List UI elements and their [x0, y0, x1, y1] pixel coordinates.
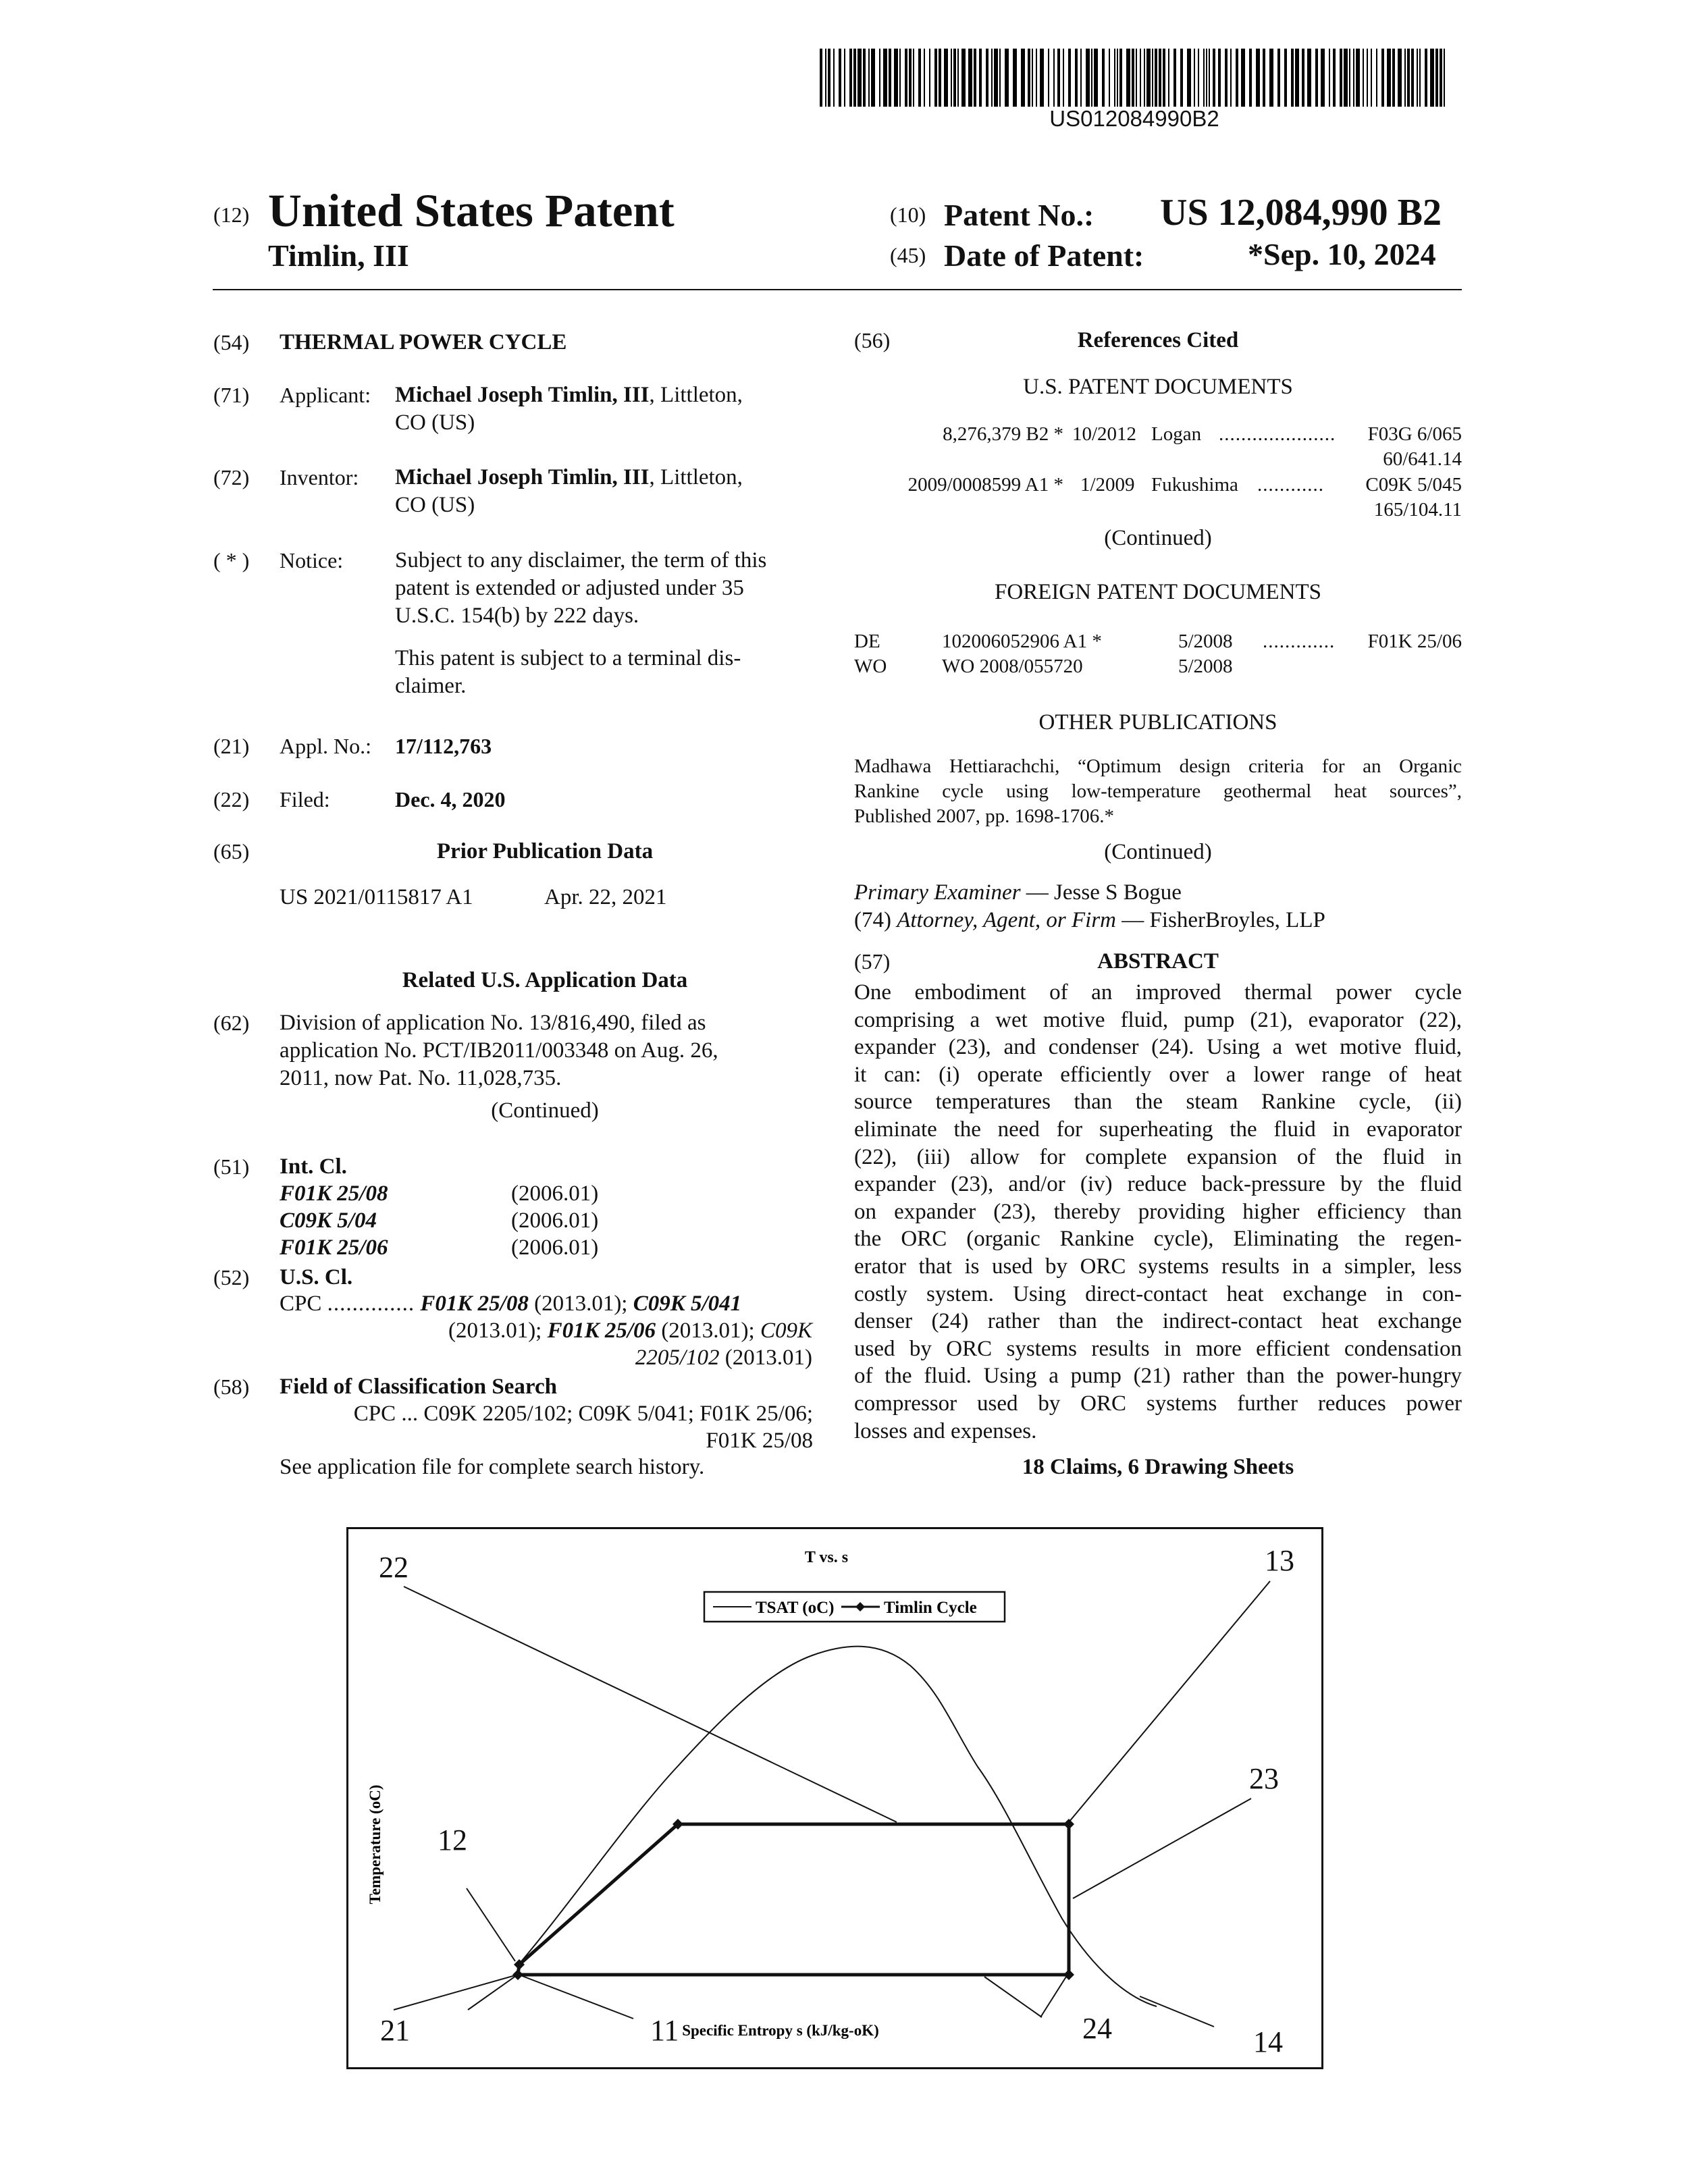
barcode-bar — [1367, 49, 1368, 107]
abstract-line: erator that is used by ORC systems results in a simpler, less — [854, 1254, 1462, 1279]
barcode-bar — [944, 49, 948, 107]
us-cl-line-2 — [395, 1317, 812, 1345]
notice-line: patent is extended or adjusted under 35 — [395, 576, 744, 600]
barcode-bar — [979, 49, 982, 107]
t-s-diagram — [346, 1527, 1323, 2069]
barcode-bar — [1419, 49, 1421, 107]
barcode-bar — [1381, 49, 1384, 107]
barcode-bar — [1126, 49, 1130, 107]
abstract-line: of the fluid. Using a pump (21) rather than the power-hungry — [854, 1364, 1462, 1389]
x-axis-label: Specific Entropy s (kJ/kg-oK) — [682, 2022, 879, 2039]
barcode-bar — [1036, 49, 1037, 107]
us-cl-dots: .............. — [327, 1291, 415, 1316]
barcode-bar — [849, 49, 852, 107]
ref-patent-number: 8,276,379 B2 * — [943, 423, 1063, 445]
us-cl-version: (2013.01); — [656, 1319, 760, 1343]
ref-numeral-21: 21 — [380, 2014, 410, 2047]
ref-class: C09K 5/045 — [1365, 474, 1462, 496]
abstract-line: source temperatures than the steam Rankine cycle, (ii) — [854, 1090, 1462, 1115]
division-continued: (Continued) — [491, 1098, 599, 1123]
leader-24b — [1040, 1977, 1066, 2017]
int-cl-class: C09K 5/04 — [280, 1208, 377, 1233]
us-cl-line-3 — [395, 1344, 812, 1372]
barcode-bar — [1146, 49, 1151, 107]
barcode-bar — [1363, 49, 1364, 107]
barcode-bar — [986, 49, 988, 107]
barcode-bar — [1398, 49, 1402, 107]
barcode-bar — [934, 49, 937, 107]
barcode-bar — [1163, 49, 1165, 107]
ref-numeral-24: 24 — [1082, 2012, 1112, 2045]
barcode-bar — [1333, 49, 1336, 107]
barcode-bar — [974, 49, 976, 107]
primary-examiner-name: — Jesse S Bogue — [1020, 880, 1182, 905]
barcode-bar — [1109, 49, 1110, 107]
abstract-line: on expander (23), thereby providing higher efficiency than — [854, 1199, 1462, 1224]
division-line: 2011, now Pat. No. 11,028,735. — [280, 1066, 562, 1090]
abstract-line: expander (23), and/or (iv) reduce back-pressure by the fluid — [854, 1172, 1462, 1197]
barcode-bar — [1340, 49, 1342, 107]
barcode-bar — [1344, 49, 1348, 107]
barcode-bar — [924, 49, 925, 107]
prior-publication-number: US 2021/0115817 A1 — [280, 885, 473, 909]
date-of-patent-label: Date of Patent: — [944, 238, 1144, 273]
legend-cycle-label: Timlin Cycle — [884, 1599, 977, 1617]
barcode-bar — [1187, 49, 1191, 107]
barcode-number: US012084990B2 — [1049, 106, 1219, 131]
barcode-bar — [1136, 49, 1137, 107]
barcode-bar — [1068, 49, 1071, 107]
foreign-documents-heading: FOREIGN PATENT DOCUMENTS — [994, 580, 1322, 604]
legend-saturation-label: TSAT (oC) — [756, 1599, 835, 1617]
barcode-bar — [1263, 49, 1265, 107]
barcode-bar — [1206, 49, 1207, 107]
leader-14 — [1140, 1996, 1214, 2027]
header-divider — [213, 289, 1462, 290]
inid-code-58: (58) — [213, 1375, 250, 1399]
barcode-bar — [1302, 49, 1304, 107]
barcode-bar — [1307, 49, 1311, 107]
barcode-bar — [883, 49, 887, 107]
barcode-bar — [868, 49, 870, 107]
barcode-bar — [1021, 49, 1025, 107]
barcode-bar — [1236, 49, 1238, 107]
barcode-bar — [1435, 49, 1438, 107]
barcode-bar — [939, 49, 941, 107]
barcode-bar — [1057, 49, 1060, 107]
ref-numeral-14: 14 — [1253, 2025, 1283, 2058]
us-cl-version: (2013.01) — [719, 1346, 812, 1370]
abstract-line: (22), (iii) allow for complete expansion of the fluid in — [854, 1144, 1462, 1169]
ref-date: 1/2009 — [1080, 474, 1135, 496]
barcode-bar — [1430, 49, 1434, 107]
barcode-bar — [1152, 49, 1153, 107]
us-cl-cpc: CPC — [280, 1291, 322, 1316]
applicant-city: , Littleton, — [649, 383, 743, 407]
attorney-line — [854, 907, 1325, 934]
other-publication-text — [854, 754, 1462, 829]
us-cl-class: F01K 25/06 — [547, 1319, 656, 1343]
field-search-note: See application file for complete search history. — [280, 1455, 705, 1479]
barcode-bar — [853, 49, 856, 107]
ref-numeral-23: 23 — [1249, 1762, 1279, 1795]
barcode-bar — [1329, 49, 1330, 107]
barcode-bar — [1075, 49, 1078, 107]
field-search-line: CPC ... C09K 2205/102; C09K 5/041; F01K 25/06; — [353, 1402, 813, 1426]
legend-cycle-marker — [855, 1602, 865, 1612]
barcode-bar — [1209, 49, 1210, 107]
state-marker — [512, 1969, 523, 1980]
notice-text — [395, 547, 814, 700]
claims-summary: 18 Claims, 6 Drawing Sheets — [1022, 1455, 1294, 1479]
inid-code-62: (62) — [213, 1011, 250, 1035]
barcode-bar — [1249, 49, 1252, 107]
barcode-bar — [1048, 49, 1049, 107]
barcode-bar — [1387, 49, 1391, 107]
leader-11a — [468, 1975, 517, 2010]
notice-label: Notice: — [280, 548, 344, 572]
barcode-bar — [833, 49, 835, 107]
barcode-bar — [905, 49, 907, 107]
barcode-bar — [1144, 49, 1145, 107]
barcode-bar — [1053, 49, 1055, 107]
other-publications-continued: (Continued) — [1104, 840, 1212, 864]
barcode-bar — [1117, 49, 1118, 107]
inid-code-10: (10) — [890, 203, 926, 227]
inid-code-71: (71) — [213, 383, 250, 407]
barcode-bar — [909, 49, 912, 107]
ref-date: 10/2012 — [1072, 423, 1137, 445]
abstract-line: costly system. Using direct-contact heat exchange in con- — [854, 1281, 1462, 1306]
int-cl-class: F01K 25/06 — [280, 1235, 388, 1260]
barcode-bar — [1404, 49, 1406, 107]
ref-patent-number: 2009/0008599 A1 * — [907, 474, 1063, 496]
foreign-country: WO — [854, 656, 887, 677]
barcode-bar — [929, 49, 930, 107]
barcode-bar — [1173, 49, 1176, 107]
barcode-bar — [844, 49, 845, 107]
barcode-bar — [1140, 49, 1141, 107]
inid-code-74: (74) — [854, 908, 891, 932]
timlin-cycle — [518, 1824, 1069, 1975]
abstract-line: denser (24) rather than the indirect-contact heat exchange — [854, 1309, 1462, 1334]
inid-code-72: (72) — [213, 465, 250, 489]
applicant-country: CO (US) — [395, 410, 475, 435]
leader-13 — [1069, 1581, 1270, 1822]
barcode-bar — [1230, 49, 1232, 107]
ref-numeral-22: 22 — [379, 1551, 408, 1584]
us-cl-line-1 — [280, 1290, 813, 1318]
leader-11b — [521, 1975, 633, 2019]
leader-12 — [467, 1888, 515, 1961]
leader-23 — [1073, 1799, 1251, 1898]
notice-line: This patent is subject to a terminal dis- — [395, 646, 741, 670]
applicant-label: Applicant: — [280, 383, 371, 407]
ref-class-secondary: 165/104.11 — [1373, 499, 1462, 521]
other-publication-line: Published 2007, pp. 1698-1706.* — [854, 805, 1115, 827]
us-cl-heading: U.S. Cl. — [280, 1265, 353, 1289]
barcode-bar — [820, 49, 822, 107]
barcode-bar — [1159, 49, 1161, 107]
barcode-bar — [1168, 49, 1169, 107]
y-axis-label: Temperature (oC) — [367, 1784, 384, 1905]
inid-code-52: (52) — [213, 1265, 250, 1289]
int-cl-version: (2006.01) — [511, 1181, 599, 1206]
barcode-bar — [1321, 49, 1325, 107]
barcode-bar — [1091, 49, 1092, 107]
abstract-body — [854, 979, 1462, 1445]
division-text — [280, 1009, 810, 1092]
us-documents-heading: U.S. PATENT DOCUMENTS — [1023, 375, 1293, 399]
other-publication-line: Madhawa Hettiarachchi, “Optimum design criteria for an Organic — [854, 755, 1462, 777]
barcode-bar — [1315, 49, 1318, 107]
barcode-bar — [961, 49, 966, 107]
barcode-bar — [1256, 49, 1260, 107]
foreign-class: F01K 25/06 — [1367, 631, 1462, 652]
barcode-bar — [1005, 49, 1009, 107]
ref-numeral-12: 12 — [438, 1823, 467, 1857]
barcode-bar — [1277, 49, 1280, 107]
barcode-bar — [1376, 49, 1377, 107]
patent-number: US 12,084,990 B2 — [1160, 192, 1442, 234]
abstract-line: it can: (i) operate efficiently over a lower range of heat — [854, 1062, 1462, 1087]
inventor-value — [395, 464, 800, 519]
inid-code-45: (45) — [890, 243, 926, 267]
notice-line: U.S.C. 154(b) by 222 days. — [395, 604, 639, 628]
barcode-bar — [858, 49, 862, 107]
barcode-bar — [951, 49, 952, 107]
other-publication-line: Rankine cycle using low-temperature geothermal heat sources”, — [854, 780, 1462, 802]
barcode-bar — [1356, 49, 1360, 107]
barcode-bar — [863, 49, 866, 107]
barcode-bar — [1180, 49, 1183, 107]
notice-code: ( * ) — [213, 548, 250, 572]
filed-value: Dec. 4, 2020 — [395, 787, 506, 811]
barcode-bar — [1094, 49, 1098, 107]
inid-code-65: (65) — [213, 839, 250, 863]
barcode-bar — [1295, 49, 1299, 107]
barcode-bar — [1132, 49, 1134, 107]
ref-inventor: Logan — [1151, 423, 1202, 445]
abstract-line: compressor used by ORC systems further reduces power — [854, 1391, 1462, 1416]
patent-number-label: Patent No.: — [944, 198, 1094, 232]
barcode-bar — [1417, 49, 1418, 107]
barcode-bar — [828, 49, 830, 107]
filed-label: Filed: — [280, 787, 330, 811]
barcode-bar — [918, 49, 921, 107]
leader-21 — [394, 1975, 515, 2010]
notice-line: Subject to any disclaimer, the term of this — [395, 548, 767, 572]
primary-examiner-label: Primary Examiner — [854, 880, 1021, 905]
barcode-bar — [994, 49, 998, 107]
barcode-bar — [894, 49, 898, 107]
abstract-heading: ABSTRACT — [1097, 949, 1219, 974]
inventor-city: , Littleton, — [649, 465, 743, 489]
diagram-title: T vs. s — [804, 1549, 849, 1566]
barcode-bar — [1063, 49, 1064, 107]
leader-24a — [984, 1977, 1042, 2017]
barcode-bar — [839, 49, 841, 107]
foreign-dots: ............. — [1263, 631, 1336, 652]
saturation-dome-curve — [519, 1647, 1157, 2006]
barcode-bar — [899, 49, 901, 107]
inid-code-22: (22) — [213, 787, 250, 811]
foreign-date: 5/2008 — [1178, 656, 1233, 677]
us-cl-class: C09K — [760, 1319, 812, 1343]
inventor-country: CO (US) — [395, 493, 475, 517]
inid-code-54: (54) — [213, 330, 250, 354]
us-cl-version: (2013.01); — [528, 1291, 633, 1316]
ref-dots: ..................... — [1219, 423, 1336, 445]
barcode-bar — [1040, 49, 1044, 107]
ref-class: F03G 6/065 — [1367, 423, 1462, 445]
prior-publication-date: Apr. 22, 2021 — [544, 885, 667, 909]
barcode-bar — [1080, 49, 1082, 107]
abstract-line: expander (23), and condenser (24). Using a wet motive fluid, — [854, 1035, 1462, 1060]
us-cl-class: 2205/102 — [635, 1346, 720, 1370]
int-cl-class: F01K 25/08 — [280, 1181, 388, 1206]
abstract-line: One embodiment of an improved thermal power cycle — [854, 980, 1462, 1005]
abstract-line: losses and expenses. — [854, 1418, 1037, 1443]
int-cl-heading: Int. Cl. — [280, 1154, 347, 1179]
barcode-bar — [1349, 49, 1350, 107]
date-of-patent: *Sep. 10, 2024 — [1248, 237, 1436, 271]
barcode-bar — [1213, 49, 1215, 107]
applicant-name: Michael Joseph Timlin, III — [395, 383, 650, 407]
patent-type-title: United States Patent — [268, 185, 675, 236]
barcode-bar — [1013, 49, 1017, 107]
legend — [704, 1592, 1005, 1622]
barcode-bar — [871, 49, 875, 107]
foreign-date: 5/2008 — [1178, 631, 1233, 652]
int-cl-version: (2006.01) — [511, 1208, 599, 1233]
appl-no-value: 17/112,763 — [395, 734, 492, 758]
foreign-number: WO 2008/055720 — [942, 656, 1083, 677]
barcode-bar — [968, 49, 972, 107]
figure-border — [348, 1528, 1323, 2069]
field-search-heading: Field of Classification Search — [280, 1375, 557, 1399]
int-cl-version: (2006.01) — [511, 1235, 599, 1260]
applicant-value — [395, 381, 800, 437]
notice-line: claimer. — [395, 674, 467, 698]
barcode-bar — [957, 49, 959, 107]
inventor-label: Inventor: — [280, 465, 359, 489]
barcode-bar — [1218, 49, 1221, 107]
barcode-bar — [1028, 49, 1030, 107]
barcode-bar — [1425, 49, 1427, 107]
state-marker — [1063, 1819, 1074, 1830]
barcode-bar — [1241, 49, 1245, 107]
barcode-bar — [889, 49, 891, 107]
barcode-bar — [1102, 49, 1105, 107]
abstract-line: comprising a wet motive fluid, pump (21), evaporator (22), — [854, 1007, 1462, 1032]
barcode-bar — [999, 49, 1001, 107]
division-line: application No. PCT/IB2011/003348 on Aug. 26, — [280, 1038, 718, 1063]
barcode-bar — [1119, 49, 1122, 107]
inventor-name: Michael Joseph Timlin, III — [395, 465, 650, 489]
us-documents-continued: (Continued) — [1104, 526, 1212, 550]
attorney-name: — FisherBroyles, LLP — [1116, 908, 1325, 932]
barcode-bar — [1440, 49, 1442, 107]
cycle-heating-segment — [519, 1824, 678, 1965]
inventor-short-name: Timlin, III — [268, 238, 409, 273]
primary-examiner — [854, 879, 1182, 907]
abstract-line: eliminate the need for superheating the fluid in evaporator — [854, 1117, 1462, 1142]
other-publications-heading: OTHER PUBLICATIONS — [1038, 710, 1277, 735]
us-cl-version: (2013.01); — [448, 1319, 548, 1343]
barcode-bar — [825, 49, 826, 107]
barcode-bar — [1444, 49, 1445, 107]
ref-dots: ............ — [1257, 474, 1324, 496]
ref-numeral-13: 13 — [1265, 1544, 1294, 1577]
appl-no-label: Appl. No.: — [280, 734, 371, 758]
barcode-bar — [1269, 49, 1273, 107]
invention-title: THERMAL POWER CYCLE — [280, 330, 567, 354]
us-cl-class: C09K 5/041 — [633, 1291, 742, 1316]
barcode-bar — [1392, 49, 1395, 107]
field-search-line: F01K 25/08 — [706, 1429, 813, 1453]
barcode-bar — [1155, 49, 1157, 107]
barcode-bar — [913, 49, 914, 107]
attorney-label: Attorney, Agent, or Firm — [897, 908, 1117, 932]
inid-code-56: (56) — [854, 328, 891, 352]
references-cited-heading: References Cited — [1077, 328, 1239, 352]
barcode-bar — [1407, 49, 1410, 107]
prior-publication-heading: Prior Publication Data — [436, 839, 654, 863]
inid-code-51: (51) — [213, 1154, 250, 1179]
barcode-bar — [953, 49, 956, 107]
barcode-bar — [1225, 49, 1228, 107]
ref-numeral-11: 11 — [650, 2014, 679, 2047]
inid-code-21: (21) — [213, 734, 250, 758]
barcode-bar — [1203, 49, 1205, 107]
barcode-bar — [1284, 49, 1287, 107]
inid-code-12: (12) — [213, 203, 250, 227]
foreign-country: DE — [854, 631, 880, 652]
abstract-line: the ORC (organic Rankine cycle), Eliminating the regen- — [854, 1227, 1462, 1252]
barcode-bar — [1411, 49, 1414, 107]
us-cl-class: F01K 25/08 — [420, 1291, 529, 1316]
barcode-bar — [1114, 49, 1115, 107]
barcode-bar — [1198, 49, 1199, 107]
cycle-state-markers — [512, 1819, 1074, 1980]
barcode-image — [820, 49, 1449, 107]
barcode-bar — [1194, 49, 1195, 107]
ref-inventor: Fukushima — [1151, 474, 1238, 496]
ref-class-secondary: 60/641.14 — [1383, 448, 1462, 470]
barcode-bar — [1032, 49, 1033, 107]
barcode-bar — [1371, 49, 1372, 107]
barcode-bar — [1353, 49, 1354, 107]
inid-code-57: (57) — [854, 949, 891, 974]
division-line: Division of application No. 13/816,490, filed as — [280, 1011, 706, 1035]
related-application-heading: Related U.S. Application Data — [402, 968, 688, 992]
barcode-bar — [1086, 49, 1090, 107]
foreign-number: 102006052906 A1 * — [942, 631, 1102, 652]
abstract-line: used by ORC systems results in more efficient condensation — [854, 1336, 1462, 1361]
barcode-bar — [991, 49, 993, 107]
barcode-bar — [879, 49, 880, 107]
barcode-bar — [1291, 49, 1294, 107]
